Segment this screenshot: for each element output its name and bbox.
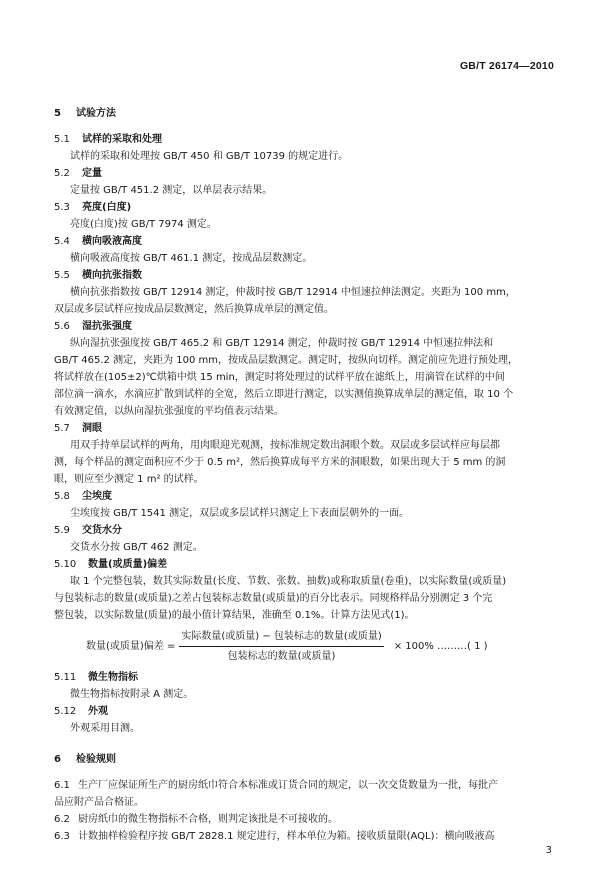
subsection-title: 外观 xyxy=(88,706,108,717)
paragraph-line: 与包装标志的数量(或质量)之差占包装标志数量(或质量)的百分比表示。同规格样品分别测定 3 个完 xyxy=(54,593,493,604)
standard-code: GB/T 26174—2010 xyxy=(459,60,554,72)
formula-1 xyxy=(54,628,554,665)
subsection-number: 5.6 xyxy=(54,321,70,332)
subsection-heading xyxy=(54,703,554,720)
section-title: 检验规则 xyxy=(76,754,116,765)
paragraph: 取 1 个完整包装，数其实际数量(长度、节数、张数、抽数)或称取质量(卷重)，以实际数量(或质量) xyxy=(70,576,507,587)
subsection-heading xyxy=(54,556,554,573)
subsection-heading xyxy=(54,131,554,148)
paragraph: 用双手持单层试样的两角，用肉眼迎光观测，按标准规定数出洞眼个数。双层或多层试样应每层都 xyxy=(70,440,500,451)
clause-number: 6.2 xyxy=(54,814,70,825)
clause-text: 计数抽样检验程序按 GB/T 2828.1 规定进行，样本单位为箱。接收质量限(AQL)：横向吸液高 xyxy=(78,831,495,842)
paragraph: 定量按 GB/T 451.2 测定，以单层表示结果。 xyxy=(70,185,273,196)
clause-item xyxy=(54,777,554,794)
clause-text: 厨房纸巾的微生物指标不合格，则判定该批是不可接收的。 xyxy=(78,814,338,825)
paragraph: 亮度(白度)按 GB/T 7974 测定。 xyxy=(70,219,217,230)
subsection-heading xyxy=(54,420,554,437)
page-content xyxy=(54,105,554,845)
subsection-heading xyxy=(54,488,554,505)
paragraph: 微生物指标按附录 A 测定。 xyxy=(70,689,194,700)
subsection-title: 尘埃度 xyxy=(82,491,112,502)
page-number: 3 xyxy=(545,845,552,856)
subsection-number: 5.3 xyxy=(54,202,70,213)
formula-numerator: 实际数量(或质量) − 包装标志的数量(或质量) xyxy=(179,628,383,647)
section-number: 6 xyxy=(54,754,61,765)
paragraph-line: 整包装，以实际数量(质量)的最小值计算结果，准确至 0.1%。计算方法见式(1)。 xyxy=(54,610,415,621)
subsection-title: 湿抗张强度 xyxy=(82,321,132,332)
subsection-heading xyxy=(54,233,554,250)
paragraph-line: 测，每个样品的测定面积应不少于 0.5 m²，然后换算成每平方米的洞眼数，如果出现大于 5 mm 的洞 xyxy=(54,457,506,468)
paragraph-line: 有效测定值，以纵向湿抗张强度的平均值表示结果。 xyxy=(54,406,284,417)
subsection-title: 洞眼 xyxy=(82,423,102,434)
paragraph: 交货水分按 GB/T 462 测定。 xyxy=(70,542,203,553)
subsection-title: 试样的采取和处理 xyxy=(82,134,162,145)
formula-denominator: 包装标志的数量(或质量) xyxy=(227,651,336,662)
formula-lhs: 数量(或质量)偏差 = xyxy=(86,641,176,652)
subsection-title: 横向吸液高度 xyxy=(82,236,142,247)
section-title: 试验方法 xyxy=(76,108,116,119)
subsection-heading xyxy=(54,318,554,335)
paragraph-line: 眼，则应至少测定 1 m² 的试样。 xyxy=(54,474,204,485)
section-heading-5 xyxy=(54,105,554,122)
subsection-heading xyxy=(54,165,554,182)
subsection-heading xyxy=(54,669,554,686)
subsection-title: 数量(或质量)偏差 xyxy=(88,559,168,570)
subsection-number: 5.2 xyxy=(54,168,70,179)
subsection-number: 5.5 xyxy=(54,270,70,281)
paragraph-line: 品应附产品合格证。 xyxy=(54,797,144,808)
subsection-title: 交货水分 xyxy=(82,525,122,536)
paragraph-line: GB/T 465.2 测定，夹距为 100 mm，按成品层数测定。测定时，按纵向切样。测定前应先进行预处理， xyxy=(54,355,518,366)
clause-number: 6.1 xyxy=(54,780,70,791)
subsection-number: 5.11 xyxy=(54,672,77,683)
subsection-title: 亮度(白度) xyxy=(82,202,132,213)
subsection-heading xyxy=(54,522,554,539)
clause-text: 生产厂应保证所生产的厨房纸巾符合本标准或订货合同的规定，以一次交货数量为一批，每批产 xyxy=(78,780,498,791)
subsection-number: 5.9 xyxy=(54,525,70,536)
subsection-title: 微生物指标 xyxy=(88,672,138,683)
paragraph: 纵向湿抗张强度按 GB/T 465.2 和 GB/T 12914 测定，仲裁时按 GB/T 12914 中恒速拉伸法和 xyxy=(70,338,494,349)
paragraph: 横向吸液高度按 GB/T 461.1 测定，按成品层数测定。 xyxy=(70,253,313,264)
subsection-number: 5.7 xyxy=(54,423,70,434)
formula-tail: × 100% ………( 1 ) xyxy=(393,641,488,652)
subsection-number: 5.4 xyxy=(54,236,70,247)
paragraph-line: 将试样放在(105±2)℃烘箱中烘 15 min，测定时将处理过的试样平放在滤纸上，用滴管在试样的中间 xyxy=(54,372,505,383)
subsection-number: 5.12 xyxy=(54,706,77,717)
subsection-title: 定量 xyxy=(82,168,102,179)
paragraph: 尘埃度按 GB/T 1541 测定，双层或多层试样只测定上下表面层朝外的一面。 xyxy=(70,508,410,519)
clause-item xyxy=(54,811,554,828)
section-heading-6 xyxy=(54,751,554,768)
subsection-title: 横向抗张指数 xyxy=(82,270,142,281)
paragraph: 试样的采取和处理按 GB/T 450 和 GB/T 10739 的规定进行。 xyxy=(70,151,349,162)
formula-fraction xyxy=(179,628,383,665)
subsection-number: 5.1 xyxy=(54,134,70,145)
paragraph-line: 部位滴一滴水，水滴应扩散到试样的全宽，然后立即进行测定，以实测值换算成单层的测定值，取 10 个 xyxy=(54,389,514,400)
subsection-number: 5.10 xyxy=(54,559,77,570)
subsection-heading xyxy=(54,199,554,216)
subsection-number: 5.8 xyxy=(54,491,70,502)
clause-item xyxy=(54,828,554,845)
paragraph-line: 双层或多层试样应按成品层数测定，然后换算成单层的测定值。 xyxy=(54,304,334,315)
section-number: 5 xyxy=(54,108,61,119)
clause-number: 6.3 xyxy=(54,831,70,842)
paragraph: 横向抗张指数按 GB/T 12914 测定，仲裁时按 GB/T 12914 中恒速拉伸法测定。夹距为 100 mm， xyxy=(70,287,516,298)
paragraph: 外观采用目测。 xyxy=(70,723,140,734)
subsection-heading xyxy=(54,267,554,284)
